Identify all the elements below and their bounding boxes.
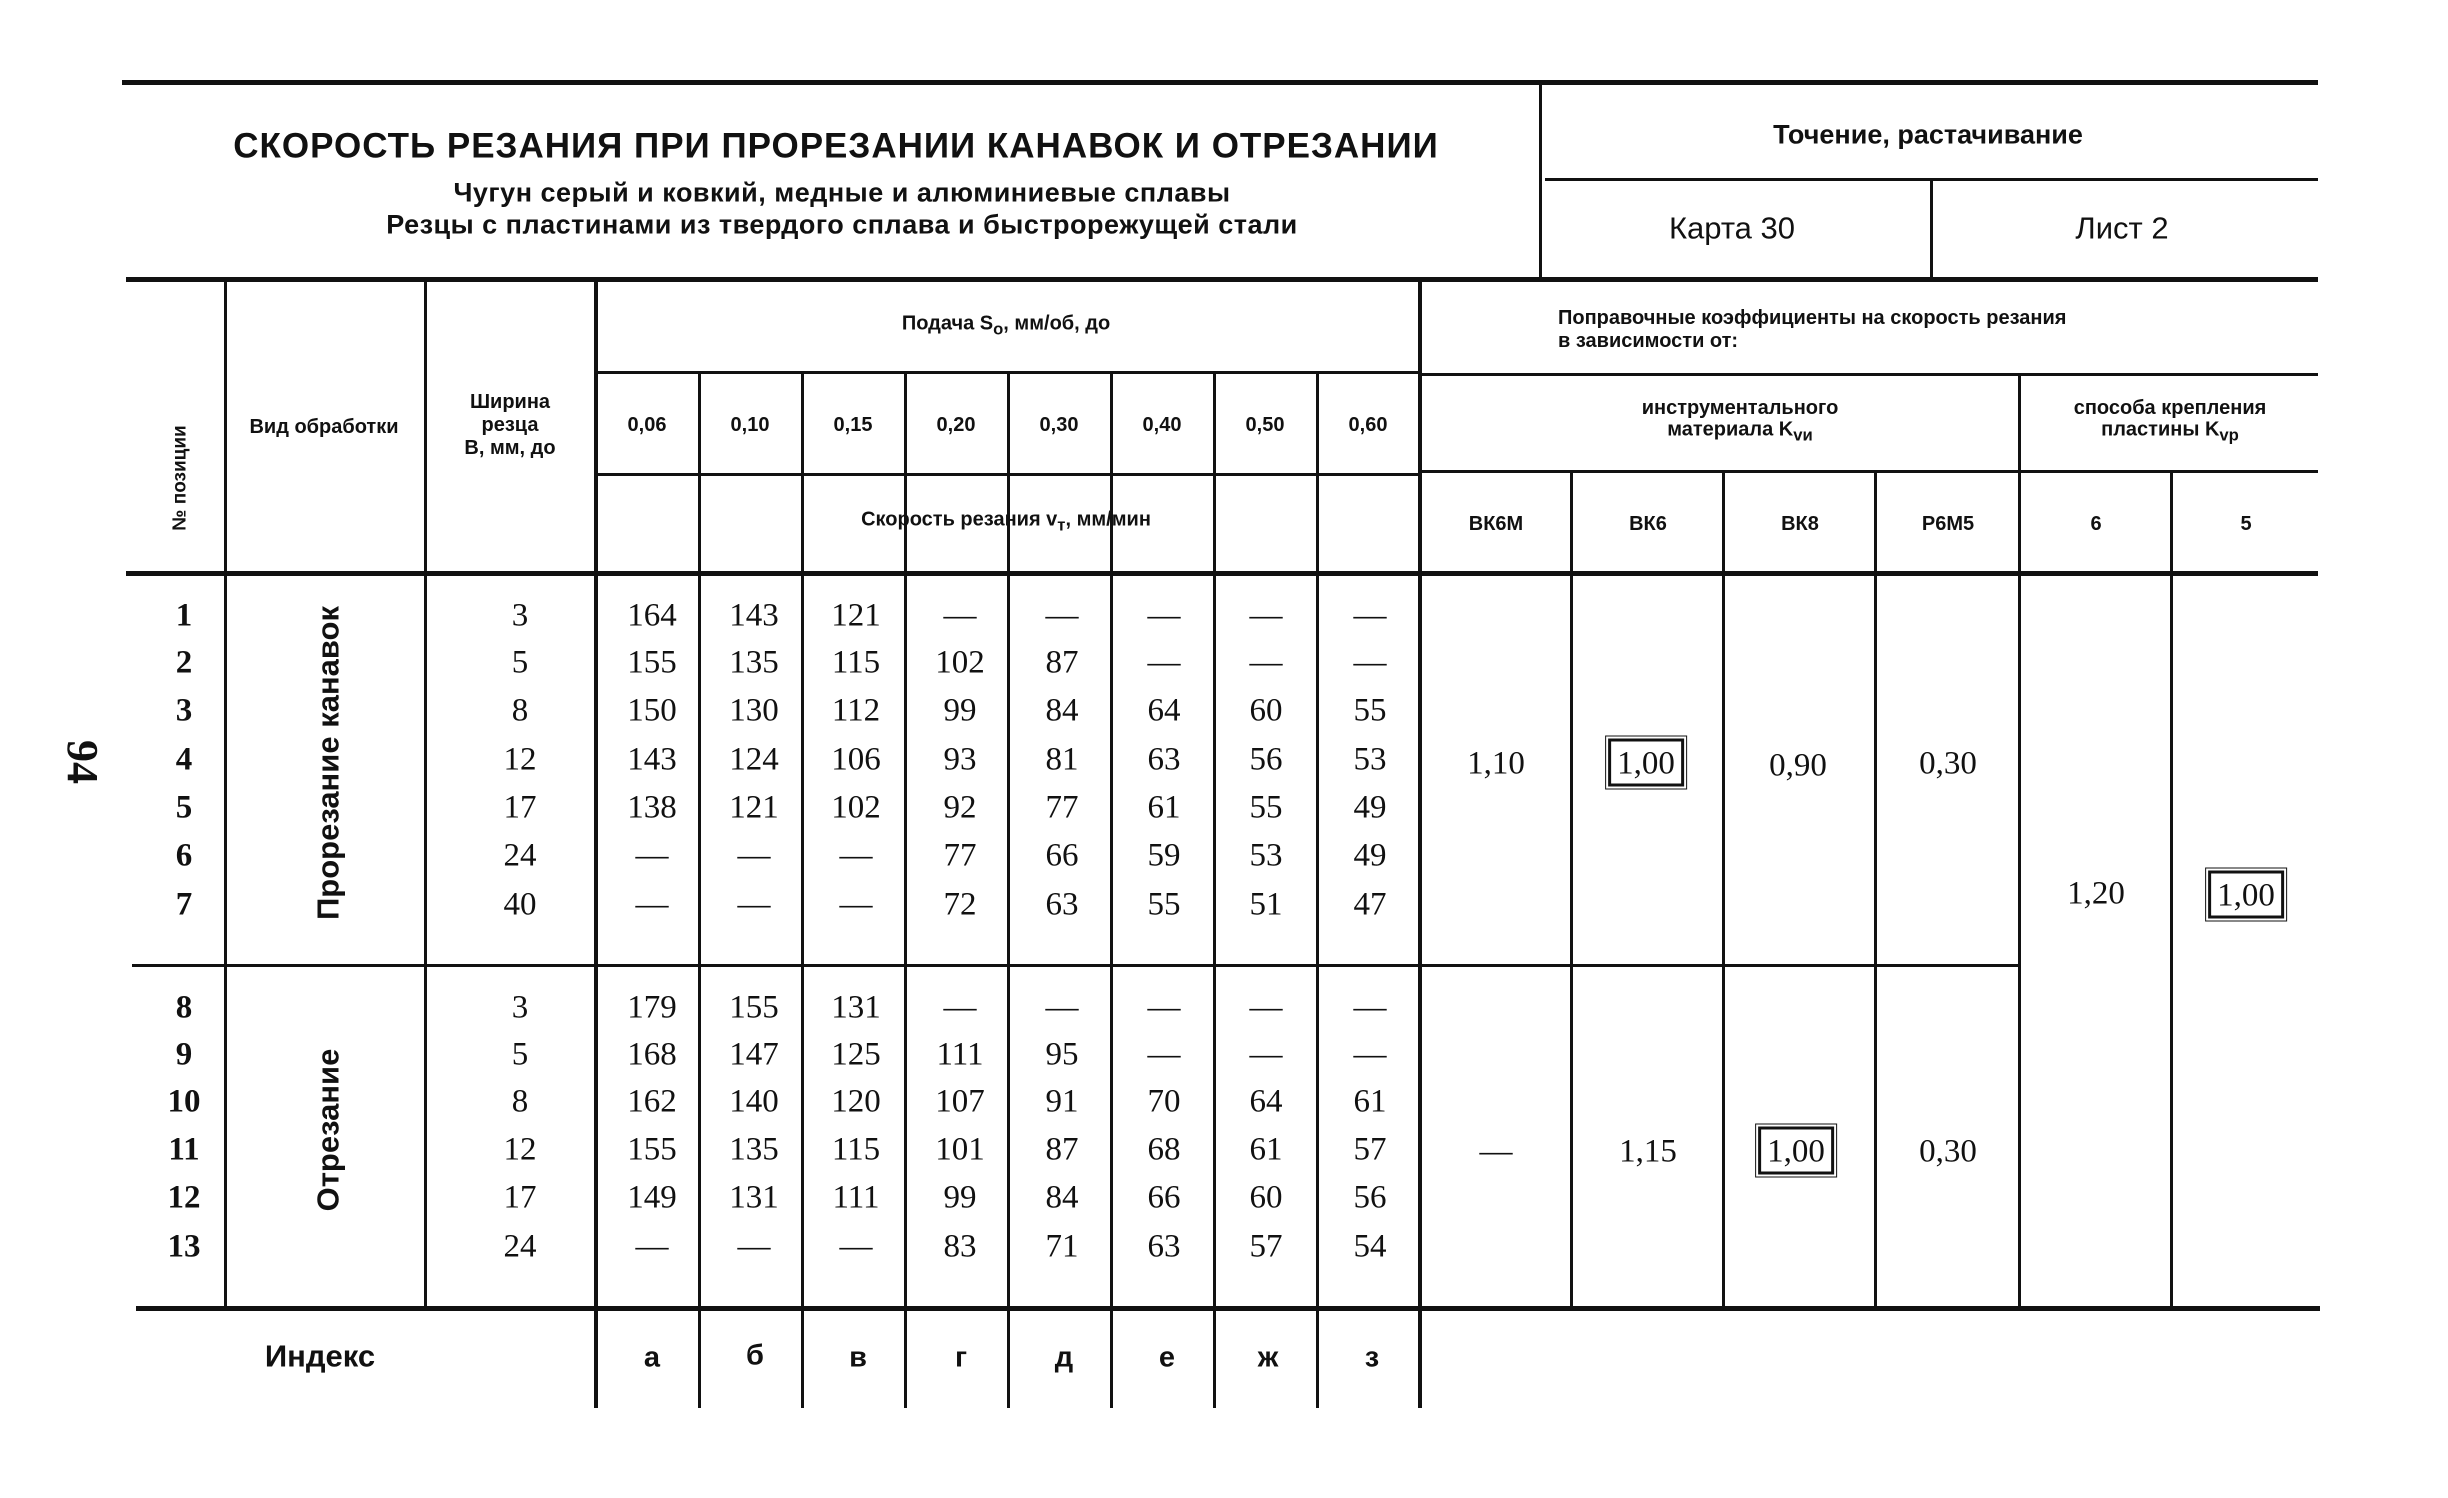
speed-cell: 135 (729, 1131, 779, 1168)
speed-cell: 107 (935, 1083, 985, 1120)
row-position: 4 (175, 741, 193, 778)
speed-cell: 63 (1147, 741, 1181, 778)
speed-cell: 56 (1249, 741, 1283, 778)
rule-correction-label-bottom (1421, 373, 2318, 376)
feed-value: 0,06 (627, 414, 667, 436)
speed-cell: 60 (1249, 1179, 1283, 1216)
speed-cell: 92 (943, 789, 977, 826)
speed-cell: 131 (729, 1179, 779, 1216)
speed-cell: 87 (1045, 644, 1079, 681)
speed-cell: — (1353, 989, 1387, 1026)
speed-cell: 99 (943, 692, 977, 729)
speed-cell: 61 (1147, 789, 1181, 826)
speed-cell: 155 (729, 989, 779, 1026)
rule-v-operation (424, 280, 427, 1308)
speed-cell: 56 (1353, 1179, 1387, 1216)
speed-cell: 115 (831, 644, 881, 681)
row-position: 2 (175, 644, 193, 681)
rule-material-label-bottom (1421, 470, 2018, 473)
subtitle-material: Чугун серый и ковкий, медные и алюминиевые сплавы (453, 177, 1231, 208)
index-letter: г (954, 1341, 968, 1374)
rule-v-feed-1 (698, 373, 701, 1408)
index-letter: е (1158, 1341, 1176, 1374)
speed-cell: 81 (1045, 741, 1079, 778)
coef-cutoff-r6m5: 0,30 (1919, 1133, 1977, 1170)
speed-cell: — (1249, 644, 1283, 681)
index-label: Индекс (264, 1338, 376, 1374)
coef-grooving-vk6m: 1,10 (1467, 745, 1525, 782)
speed-cell: 71 (1045, 1228, 1079, 1265)
speed-cell: — (1249, 989, 1283, 1026)
speed-cell: 112 (831, 692, 881, 729)
row-position: 9 (175, 1036, 193, 1073)
speed-cell: — (1353, 597, 1387, 634)
speed-cell: 77 (943, 837, 977, 874)
col-header-width-line3: B, мм, до (464, 437, 556, 459)
speed-cell: 47 (1353, 886, 1387, 923)
row-width: 12 (503, 1131, 537, 1168)
speed-cell: 61 (1249, 1131, 1283, 1168)
speed-cell: 131 (831, 989, 881, 1026)
speed-cell: 99 (943, 1179, 977, 1216)
row-width: 5 (511, 644, 529, 681)
speed-cell: 101 (935, 1131, 985, 1168)
speed-cell: 130 (729, 692, 779, 729)
rule-header-divider (1539, 82, 1542, 278)
speed-cell: 143 (729, 597, 779, 634)
speed-cell: 55 (1353, 692, 1387, 729)
col-header-position: № позиции (169, 425, 191, 531)
speed-cell: 125 (831, 1036, 881, 1073)
speed-cell: 54 (1353, 1228, 1387, 1265)
speed-cell: 93 (943, 741, 977, 778)
row-width: 24 (503, 837, 537, 874)
correction-header-line2: в зависимости от: (1558, 330, 1739, 352)
speed-cell: — (1249, 1036, 1283, 1073)
speed-cell: — (943, 989, 977, 1026)
rule-v-width (594, 280, 598, 1408)
coef-grooving-r6m5: 0,30 (1919, 745, 1977, 782)
speed-cell: — (1249, 597, 1283, 634)
feed-header-label: Подача S (901, 312, 994, 335)
row-width: 40 (503, 886, 537, 923)
subtitle-tool: Резцы с пластинами из твердого сплава и быстрорежущей стали (386, 209, 1298, 240)
row-position: 11 (168, 1131, 200, 1168)
col-header-width-line1: Ширина (469, 391, 551, 413)
speed-cell: 63 (1045, 886, 1079, 923)
speed-cell: 135 (729, 644, 779, 681)
speed-cell: 72 (943, 886, 977, 923)
mount-type-header: 6 (2090, 513, 2102, 535)
speed-cell: 70 (1147, 1083, 1181, 1120)
speed-cell: — (1147, 644, 1181, 681)
speed-cell: 84 (1045, 1179, 1079, 1216)
speed-cell: 111 (832, 1179, 880, 1216)
group-label-cutoff: Отрезание (310, 1048, 346, 1212)
mount-sub: vр (2219, 425, 2239, 445)
sheet-number: Лист 2 (2075, 210, 2169, 246)
speed-cell: 102 (831, 789, 881, 826)
speed-cell: 57 (1353, 1131, 1387, 1168)
speed-header-unit: , мм/мин (1065, 508, 1151, 531)
tool-material-header-line2 (1667, 420, 1813, 445)
tool-material-label: материала K (1667, 418, 1794, 441)
speed-cell: 49 (1353, 789, 1387, 826)
feed-value: 0,10 (730, 414, 770, 436)
group-label-grooving: Прорезание канавок (310, 605, 346, 921)
material-header: ВК6М (1468, 513, 1524, 535)
speed-cell: 66 (1045, 837, 1079, 874)
material-header: ВК6 (1629, 513, 1667, 535)
speed-cell: 121 (729, 789, 779, 826)
speed-cell: 60 (1249, 692, 1283, 729)
row-position: 7 (175, 886, 193, 923)
speed-cell: 150 (627, 692, 677, 729)
speed-cell: 95 (1045, 1036, 1079, 1073)
mount-type-header: 5 (2240, 513, 2252, 535)
rule-table-bottom (136, 1306, 2320, 1311)
col-header-operation: Вид обработки (249, 416, 399, 438)
speed-cell: 64 (1249, 1083, 1283, 1120)
index-letter: з (1364, 1341, 1380, 1374)
rule-v-feed-6 (1213, 373, 1216, 1408)
speed-cell: — (1045, 989, 1079, 1026)
row-position: 13 (167, 1228, 201, 1265)
correction-header-line1: Поправочные коэффициенты на скорость резания (1558, 307, 2067, 329)
speed-cell: 51 (1249, 886, 1283, 923)
speed-header-label: Скорость резания v (861, 508, 1058, 531)
feed-value: 0,50 (1245, 414, 1285, 436)
col-header-width-line2: резца (481, 414, 539, 436)
speed-cell: 63 (1147, 1228, 1181, 1265)
speed-cell: 121 (831, 597, 881, 634)
speed-cell: 57 (1249, 1228, 1283, 1265)
speed-cell: 55 (1249, 789, 1283, 826)
speed-cell: 53 (1353, 741, 1387, 778)
row-width: 5 (511, 1036, 529, 1073)
rule-v-mount (2018, 375, 2021, 1308)
mount-header-line1: способа крепления (2073, 397, 2267, 419)
mount-label: пластины K (2101, 418, 2220, 441)
speed-cell: 66 (1147, 1179, 1181, 1216)
coef-grooving-vk6 (1608, 745, 1684, 782)
rule-v-mat-3 (1874, 473, 1877, 1308)
speed-cell: 77 (1045, 789, 1079, 826)
row-position: 6 (175, 837, 193, 874)
row-position: 8 (175, 989, 193, 1026)
speed-cell: — (1147, 989, 1181, 1026)
speed-cell: 55 (1147, 886, 1181, 923)
coef-mount-6: 1,20 (2067, 875, 2125, 912)
speed-cell: — (1353, 1036, 1387, 1073)
row-width: 3 (511, 989, 529, 1026)
speed-cell: 59 (1147, 837, 1181, 874)
feed-header-sub: о (993, 319, 1004, 339)
material-header: Р6М5 (1921, 513, 1975, 535)
mount-header-line2 (2101, 420, 2239, 445)
row-position: 12 (167, 1179, 201, 1216)
rule-v-mat-2 (1722, 473, 1725, 1308)
speed-cell: 61 (1353, 1083, 1387, 1120)
coef-boxed-value: 1,00 (2208, 871, 2284, 919)
speed-cell: — (839, 837, 873, 874)
rule-card-divider (1930, 180, 1933, 278)
speed-cell: — (1045, 597, 1079, 634)
speed-cell: 179 (627, 989, 677, 1026)
speed-cell: 83 (943, 1228, 977, 1265)
speed-cell: 138 (627, 789, 677, 826)
speed-cell: 147 (729, 1036, 779, 1073)
row-width: 8 (511, 692, 529, 729)
speed-cell: 149 (627, 1179, 677, 1216)
speed-cell: 155 (627, 1131, 677, 1168)
rule-v-position (224, 280, 227, 1308)
speed-cell: 68 (1147, 1131, 1181, 1168)
rule-v-mat-1 (1570, 473, 1573, 1308)
feed-value: 0,15 (833, 414, 873, 436)
page-number: 94 (58, 740, 107, 784)
rule-v-feed-2 (801, 373, 804, 1408)
speed-cell: 53 (1249, 837, 1283, 874)
row-position: 3 (175, 692, 193, 729)
speed-cell: — (1147, 597, 1181, 634)
speed-cell: 84 (1045, 692, 1079, 729)
index-letter: а (643, 1341, 661, 1374)
rule-header-bottom (126, 571, 2318, 576)
speed-cell: 140 (729, 1083, 779, 1120)
page-title: СКОРОСТЬ РЕЗАНИЯ ПРИ ПРОРЕЗАНИИ КАНАВОК И ОТРЕЗАНИИ (233, 126, 1439, 166)
feed-header (902, 314, 1110, 339)
speed-cell: 168 (627, 1036, 677, 1073)
speed-cell: — (737, 837, 771, 874)
index-letter: д (1054, 1341, 1074, 1374)
speed-cell: 106 (831, 741, 881, 778)
material-header: ВК8 (1781, 513, 1819, 535)
speed-cell: 164 (627, 597, 677, 634)
speed-cell: 120 (831, 1083, 881, 1120)
speed-cell: — (943, 597, 977, 634)
coef-mount-5 (2208, 877, 2284, 914)
rule-top (122, 80, 2318, 85)
feed-value: 0,30 (1039, 414, 1079, 436)
rule-v-mount-1 (2170, 473, 2173, 1308)
row-width: 8 (511, 1083, 529, 1120)
row-position: 1 (175, 597, 193, 634)
speed-cell: 102 (935, 644, 985, 681)
coef-grooving-vk8: 0,90 (1769, 747, 1827, 784)
index-letter: ж (1257, 1341, 1279, 1374)
speed-cell: — (635, 837, 669, 874)
rule-table-top (126, 277, 2318, 282)
tool-material-sub: vи (1793, 425, 1813, 445)
speed-header (861, 510, 1151, 535)
speed-cell: 49 (1353, 837, 1387, 874)
speed-cell: — (1353, 644, 1387, 681)
rule-v-correction (1418, 280, 1422, 1408)
speed-cell: 87 (1045, 1131, 1079, 1168)
coef-cutoff-vk8 (1758, 1133, 1834, 1170)
speed-cell: 143 (627, 741, 677, 778)
speed-cell: — (737, 1228, 771, 1265)
row-width: 17 (503, 789, 537, 826)
feed-value: 0,20 (936, 414, 976, 436)
coef-cutoff-vk6: 1,15 (1619, 1133, 1677, 1170)
speed-cell: — (635, 1228, 669, 1265)
rule-group-separator (132, 964, 2020, 967)
speed-cell: 155 (627, 644, 677, 681)
speed-cell: 115 (831, 1131, 881, 1168)
speed-cell: — (635, 886, 669, 923)
speed-cell: 124 (729, 741, 779, 778)
index-letter: в (849, 1341, 867, 1374)
speed-header-sub: т (1057, 515, 1066, 535)
row-position: 5 (175, 789, 193, 826)
speed-cell: 162 (627, 1083, 677, 1120)
coef-cutoff-vk6m: — (1479, 1133, 1513, 1170)
speed-cell: — (839, 1228, 873, 1265)
row-width: 17 (503, 1179, 537, 1216)
speed-cell: — (737, 886, 771, 923)
row-width: 24 (503, 1228, 537, 1265)
card-number: Карта 30 (1668, 210, 1796, 246)
speed-cell: — (839, 886, 873, 923)
speed-cell: 91 (1045, 1083, 1079, 1120)
feed-header-unit: , мм/об, до (1003, 312, 1111, 335)
speed-cell: — (1147, 1036, 1181, 1073)
rule-v-feed-7 (1316, 373, 1319, 1408)
feed-value: 0,40 (1142, 414, 1182, 436)
coef-boxed-value: 1,00 (1608, 739, 1684, 787)
speed-cell: 111 (936, 1036, 984, 1073)
section-title: Точение, растачивание (1773, 119, 2083, 150)
feed-value: 0,60 (1348, 414, 1388, 436)
speed-cell: 64 (1147, 692, 1181, 729)
coef-boxed-value: 1,00 (1758, 1127, 1834, 1175)
row-width: 3 (511, 597, 529, 634)
index-letter: б (746, 1339, 764, 1372)
row-position: 10 (167, 1083, 201, 1120)
row-width: 12 (503, 741, 537, 778)
tool-material-header-line1: инструментального (1641, 397, 1839, 419)
